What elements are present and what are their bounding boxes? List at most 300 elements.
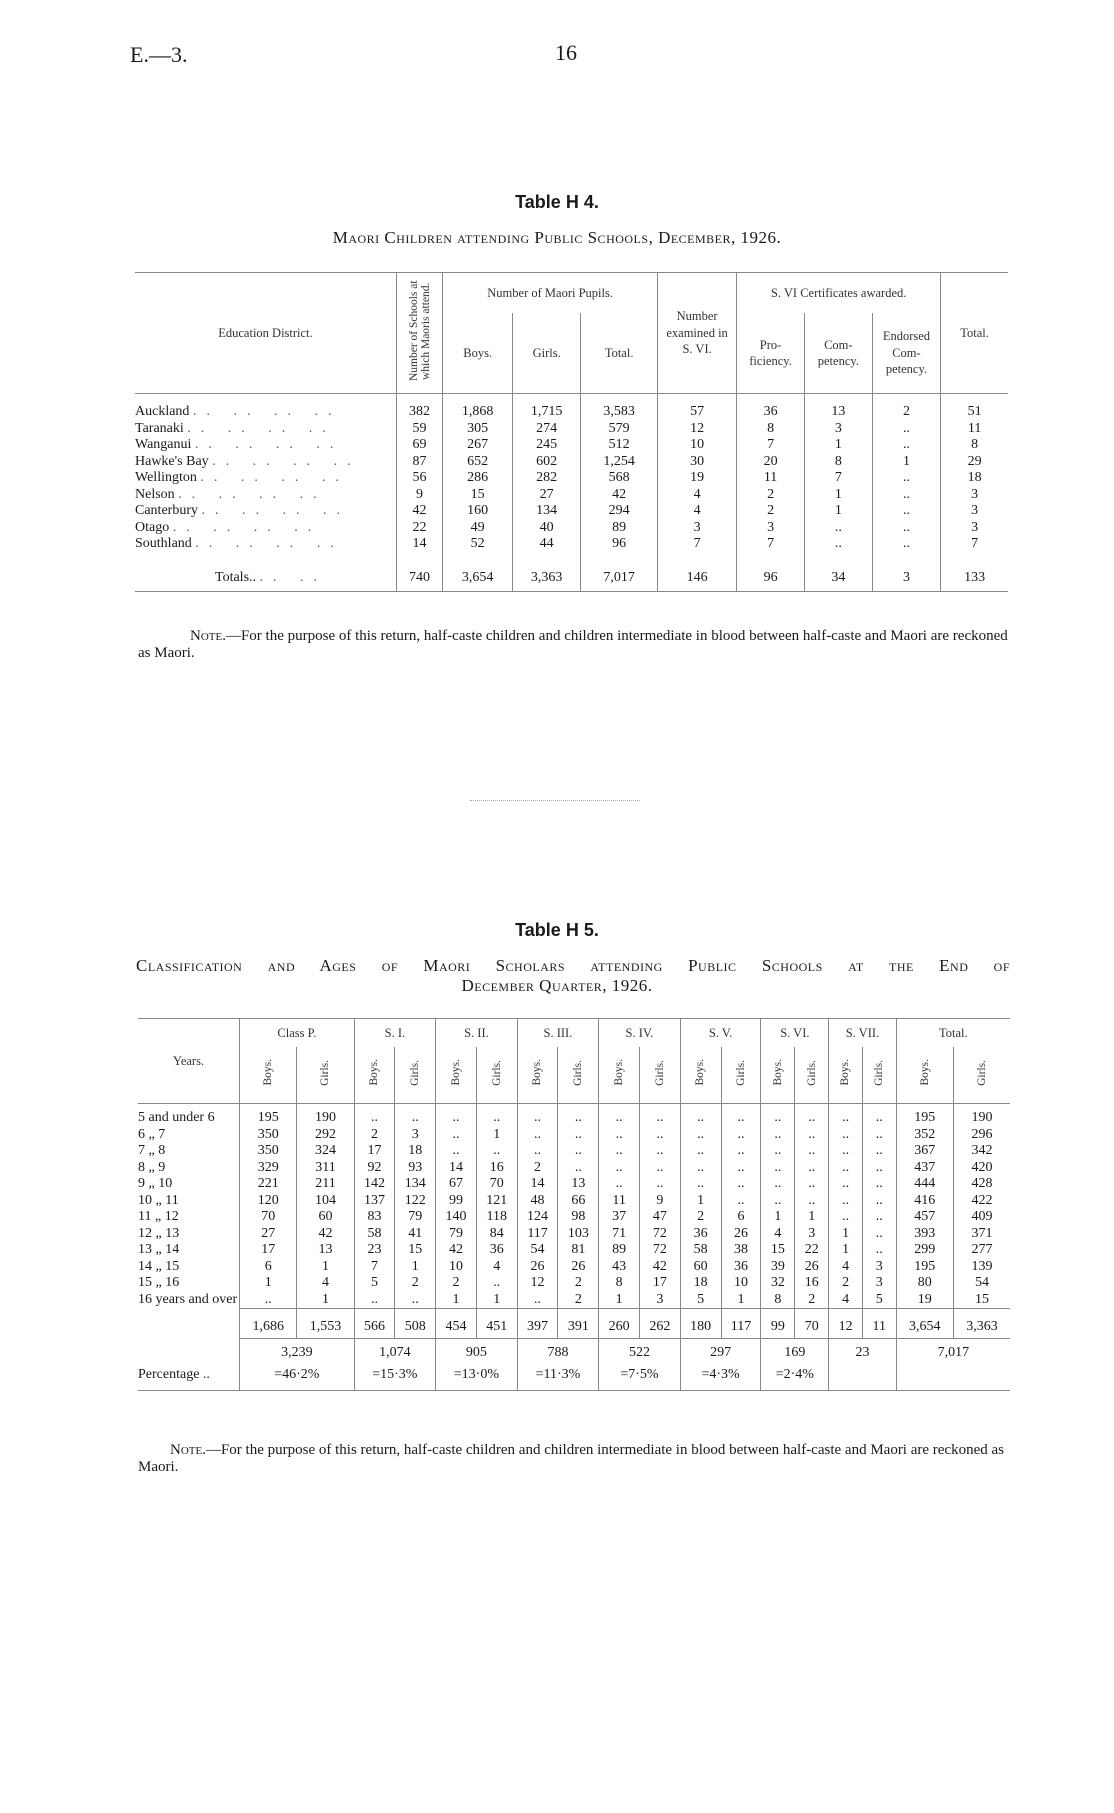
cell: .. bbox=[761, 1127, 795, 1144]
cell-boys: 267 bbox=[443, 437, 513, 454]
leader-dots: .. .. .. .. bbox=[201, 503, 350, 518]
cell: .. bbox=[517, 1292, 558, 1309]
cell: 1 bbox=[395, 1259, 436, 1276]
cell: 1 bbox=[240, 1275, 297, 1292]
age-range: 6 „ 7 bbox=[138, 1126, 166, 1142]
sex-total: 180 bbox=[680, 1317, 721, 1339]
cell: 10 bbox=[721, 1275, 761, 1292]
age-range: 8 „ 9 bbox=[138, 1159, 166, 1175]
cell: 195 bbox=[240, 1110, 297, 1127]
cell: 1 bbox=[795, 1209, 829, 1226]
cell: .. bbox=[599, 1110, 640, 1127]
cell-ctotal: 3 bbox=[941, 520, 1008, 537]
percentage: =13·0% bbox=[436, 1362, 518, 1391]
cell: 79 bbox=[436, 1226, 477, 1243]
cell: 277 bbox=[953, 1242, 1010, 1259]
percentage: =11·3% bbox=[517, 1362, 599, 1391]
totals-label: Totals.. .. .. bbox=[215, 570, 328, 586]
cell: 393 bbox=[896, 1226, 953, 1243]
cell: 12 bbox=[517, 1275, 558, 1292]
cell: 1 bbox=[829, 1242, 863, 1259]
cell-prof: 2 bbox=[737, 503, 805, 520]
table-row bbox=[138, 1259, 1010, 1276]
table-row bbox=[138, 1193, 1010, 1210]
cell: .. bbox=[680, 1110, 721, 1127]
cell: .. bbox=[795, 1143, 829, 1160]
cell: 2 bbox=[436, 1275, 477, 1292]
table-h5-subtitle-line1: Classification and Ages of Maori Scholars attending Public Schools at the End of bbox=[136, 956, 1010, 975]
cell: 5 bbox=[354, 1275, 395, 1292]
cell: 3 bbox=[639, 1292, 680, 1309]
cell: 3 bbox=[795, 1226, 829, 1243]
sex-total: 454 bbox=[436, 1317, 477, 1339]
leader-dots: .. .. .. .. bbox=[192, 404, 342, 419]
cell: .. bbox=[761, 1110, 795, 1127]
cell: 221 bbox=[240, 1176, 297, 1193]
cell: 299 bbox=[896, 1242, 953, 1259]
cell-prof: 2 bbox=[737, 487, 805, 504]
cell: 1 bbox=[761, 1209, 795, 1226]
cell: .. bbox=[829, 1110, 863, 1127]
cell: .. bbox=[795, 1127, 829, 1144]
cell: 13 bbox=[297, 1242, 354, 1259]
cell: 89 bbox=[599, 1242, 640, 1259]
cell: .. bbox=[558, 1143, 599, 1160]
cell-comp: .. bbox=[805, 520, 873, 537]
cell: .. bbox=[829, 1209, 863, 1226]
age-range: 5 and under 6 bbox=[138, 1110, 215, 1125]
cell: .. bbox=[862, 1193, 896, 1210]
cell: 54 bbox=[953, 1275, 1010, 1292]
col-girls: Girls. bbox=[862, 1047, 896, 1104]
col-girls: Girls. bbox=[639, 1047, 680, 1104]
sex-total: 70 bbox=[795, 1317, 829, 1339]
total-schools: 740 bbox=[396, 567, 442, 592]
col-class: Class P. bbox=[240, 1019, 354, 1048]
cell-comp: 1 bbox=[805, 503, 873, 520]
cell-schools: 42 bbox=[396, 503, 442, 520]
col-class: S. I. bbox=[354, 1019, 436, 1048]
cell: 22 bbox=[795, 1242, 829, 1259]
cell: 92 bbox=[354, 1160, 395, 1177]
cell: 17 bbox=[240, 1242, 297, 1259]
cell-prof: 11 bbox=[737, 470, 805, 487]
col-girls: Girls. bbox=[795, 1047, 829, 1104]
leader-dots: .. .. .. .. bbox=[178, 486, 327, 502]
cell: .. bbox=[476, 1110, 517, 1127]
cell: .. bbox=[639, 1127, 680, 1144]
cell: 2 bbox=[395, 1275, 436, 1292]
sex-total: 508 bbox=[395, 1317, 436, 1339]
cell: 42 bbox=[436, 1242, 477, 1259]
percentage: =4·3% bbox=[680, 1362, 761, 1391]
table-h4-subtitle: Maori Children attending Public Schools, December, 1926. bbox=[332, 228, 782, 247]
cell-girls: 134 bbox=[513, 503, 581, 520]
district-name: Hawke's Bay .. .. .. .. bbox=[135, 453, 361, 469]
class-total: 788 bbox=[517, 1339, 599, 1362]
class-total: 23 bbox=[829, 1339, 896, 1362]
col-boys: Boys. bbox=[829, 1047, 863, 1104]
district-name: Wanganui .. .. .. .. bbox=[135, 437, 344, 452]
cell: 2 bbox=[558, 1292, 599, 1309]
cell: 367 bbox=[896, 1143, 953, 1160]
cell-prof: 36 bbox=[737, 404, 805, 421]
cell: 19 bbox=[896, 1292, 953, 1309]
total-girls: 3,363 bbox=[513, 567, 581, 592]
totals-row bbox=[135, 567, 1008, 592]
cell: 37 bbox=[599, 1209, 640, 1226]
cell: 137 bbox=[354, 1193, 395, 1210]
cell: .. bbox=[721, 1193, 761, 1210]
cell: 324 bbox=[297, 1143, 354, 1160]
age-range: 11 „ 12 bbox=[138, 1209, 179, 1224]
col-boys: Boys. bbox=[896, 1047, 953, 1104]
total-comp: 34 bbox=[805, 567, 873, 592]
cell-prof: 3 bbox=[737, 520, 805, 537]
cell-boys: 286 bbox=[443, 470, 513, 487]
cell: 8 bbox=[599, 1275, 640, 1292]
cell: .. bbox=[761, 1143, 795, 1160]
col-boys: Boys. bbox=[354, 1047, 395, 1104]
cell: 15 bbox=[953, 1292, 1010, 1309]
cell: .. bbox=[829, 1176, 863, 1193]
sex-total: 12 bbox=[829, 1317, 863, 1339]
cell: 4 bbox=[297, 1275, 354, 1292]
cell: 2 bbox=[354, 1127, 395, 1144]
col-endorsed: Endorsed Com-petency. bbox=[872, 313, 941, 394]
district-name: Auckland .. .. .. .. bbox=[135, 404, 342, 419]
cell-total: 42 bbox=[581, 487, 658, 504]
cell: 38 bbox=[721, 1242, 761, 1259]
col-class: S. III. bbox=[517, 1019, 599, 1048]
cell-boys: 652 bbox=[443, 454, 513, 471]
col-examined: Number examined in S. VI. bbox=[658, 273, 737, 394]
cell: 18 bbox=[395, 1143, 436, 1160]
district-name: Otago .. .. .. .. bbox=[135, 519, 322, 535]
cell-prof: 8 bbox=[737, 421, 805, 438]
percentage: =7·5% bbox=[599, 1362, 681, 1391]
cell: 84 bbox=[476, 1226, 517, 1243]
cell: .. bbox=[599, 1127, 640, 1144]
leader-dots: .. .. .. .. bbox=[172, 519, 322, 535]
cell: .. bbox=[795, 1110, 829, 1127]
cell: 26 bbox=[558, 1259, 599, 1276]
cell: 54 bbox=[517, 1242, 558, 1259]
cell: 36 bbox=[680, 1226, 721, 1243]
cell: 195 bbox=[896, 1259, 953, 1276]
cell: .. bbox=[599, 1176, 640, 1193]
cell: 371 bbox=[953, 1226, 1010, 1243]
cell: 47 bbox=[639, 1209, 680, 1226]
cell: 104 bbox=[297, 1193, 354, 1210]
cell-boys: 52 bbox=[443, 536, 513, 553]
cell-boys: 1,868 bbox=[443, 404, 513, 421]
cell: 4 bbox=[476, 1259, 517, 1276]
cell: 124 bbox=[517, 1209, 558, 1226]
cell: 43 bbox=[599, 1259, 640, 1276]
col-education-district: Education District. bbox=[218, 325, 313, 340]
col-girls: Girls. bbox=[297, 1047, 354, 1104]
cell-girls: 282 bbox=[513, 470, 581, 487]
cell-girls: 602 bbox=[513, 454, 581, 471]
total-boys: 3,654 bbox=[443, 567, 513, 592]
cell: 142 bbox=[354, 1176, 395, 1193]
cell: 1 bbox=[297, 1292, 354, 1309]
table-row bbox=[135, 421, 1008, 438]
sex-total: 11 bbox=[862, 1317, 896, 1339]
cell-examined: 4 bbox=[658, 503, 737, 520]
table-row bbox=[138, 1110, 1010, 1127]
cell-examined: 7 bbox=[658, 536, 737, 553]
col-girls: Girls. bbox=[721, 1047, 761, 1104]
cell: .. bbox=[829, 1143, 863, 1160]
col-girls: Girls. bbox=[558, 1047, 599, 1104]
table-h4-note: Note.—For the purpose of this return, half-caste children and children intermediate in blood between half-caste and Maori are reckoned as Maori. bbox=[138, 628, 1008, 661]
cell: 350 bbox=[240, 1143, 297, 1160]
age-range: 15 „ 16 bbox=[138, 1275, 180, 1290]
cell-schools: 59 bbox=[396, 421, 442, 438]
cell: 26 bbox=[721, 1226, 761, 1243]
cell-examined: 57 bbox=[658, 404, 737, 421]
cell: .. bbox=[795, 1160, 829, 1177]
cell-endorsed: 2 bbox=[872, 404, 941, 421]
sex-total: 260 bbox=[599, 1317, 640, 1339]
cell: 67 bbox=[436, 1176, 477, 1193]
cell-endorsed: .. bbox=[872, 536, 941, 553]
sex-total: 99 bbox=[761, 1317, 795, 1339]
cell: .. bbox=[558, 1160, 599, 1177]
cell: .. bbox=[680, 1143, 721, 1160]
table-row bbox=[135, 520, 1008, 537]
age-range: 9 „ 10 bbox=[138, 1176, 173, 1191]
cell: 58 bbox=[680, 1242, 721, 1259]
sex-totals-row bbox=[138, 1317, 1010, 1339]
document-code: E.—3. bbox=[130, 42, 188, 67]
cell: 190 bbox=[297, 1110, 354, 1127]
col-competency: Com-petency. bbox=[805, 313, 873, 394]
cell: 93 bbox=[395, 1160, 436, 1177]
cell: 409 bbox=[953, 1209, 1010, 1226]
table-h5-subtitle-line2: December Quarter, 1926. bbox=[461, 976, 653, 995]
cell: 118 bbox=[476, 1209, 517, 1226]
cell: .. bbox=[639, 1143, 680, 1160]
table-row bbox=[135, 487, 1008, 504]
cell-endorsed: .. bbox=[872, 421, 941, 438]
cell: 1 bbox=[476, 1127, 517, 1144]
cell: 121 bbox=[476, 1193, 517, 1210]
cell: 2 bbox=[680, 1209, 721, 1226]
total-ctotal: 133 bbox=[941, 567, 1008, 592]
col-pupils: Number of Maori Pupils. bbox=[443, 273, 658, 314]
cell: 98 bbox=[558, 1209, 599, 1226]
cell-examined: 3 bbox=[658, 520, 737, 537]
col-proficiency: Pro-ficiency. bbox=[737, 313, 805, 394]
table-row bbox=[138, 1143, 1010, 1160]
cell: .. bbox=[829, 1193, 863, 1210]
cell: 15 bbox=[761, 1242, 795, 1259]
cell-endorsed: .. bbox=[872, 503, 941, 520]
cell: .. bbox=[795, 1176, 829, 1193]
cell: 80 bbox=[896, 1275, 953, 1292]
cell: 420 bbox=[953, 1160, 1010, 1177]
cell: .. bbox=[829, 1160, 863, 1177]
cell: 7 bbox=[354, 1259, 395, 1276]
class-totals-row bbox=[138, 1339, 1010, 1362]
cell: 5 bbox=[862, 1292, 896, 1309]
cell: .. bbox=[862, 1143, 896, 1160]
leader-dots: .. .. .. .. bbox=[187, 420, 336, 436]
cell: 39 bbox=[761, 1259, 795, 1276]
table-row bbox=[135, 404, 1008, 421]
table-h5-note: Note.—For the purpose of this return, half-caste children and children intermediate in blood between half-caste and Maori are reckoned as Maori. bbox=[138, 1442, 1005, 1475]
cell: .. bbox=[517, 1143, 558, 1160]
cell: .. bbox=[436, 1110, 477, 1127]
leader-dots: .. .. .. .. bbox=[212, 453, 361, 469]
page-number: 16 bbox=[555, 40, 577, 65]
cell: 81 bbox=[558, 1242, 599, 1259]
cell: 3 bbox=[862, 1275, 896, 1292]
cell: .. bbox=[721, 1176, 761, 1193]
cell: 70 bbox=[476, 1176, 517, 1193]
col-girls: Girls. bbox=[513, 313, 581, 394]
cell: 15 bbox=[395, 1242, 436, 1259]
cell-comp: 7 bbox=[805, 470, 873, 487]
cell-total: 3,583 bbox=[581, 404, 658, 421]
cell: 1 bbox=[476, 1292, 517, 1309]
cell-boys: 15 bbox=[443, 487, 513, 504]
cell: 190 bbox=[953, 1110, 1010, 1127]
table-h4-title: Table H 4. bbox=[515, 192, 599, 212]
cell-boys: 305 bbox=[443, 421, 513, 438]
cell: 36 bbox=[476, 1242, 517, 1259]
cell-ctotal: 18 bbox=[941, 470, 1008, 487]
cell: 3 bbox=[862, 1259, 896, 1276]
cell: 211 bbox=[297, 1176, 354, 1193]
cell-schools: 9 bbox=[396, 487, 442, 504]
age-range: 7 „ 8 bbox=[138, 1143, 166, 1158]
cell-total: 579 bbox=[581, 421, 658, 438]
cell: .. bbox=[680, 1127, 721, 1144]
cell: .. bbox=[795, 1193, 829, 1210]
cell: .. bbox=[721, 1143, 761, 1160]
cell-examined: 4 bbox=[658, 487, 737, 504]
sex-total: 117 bbox=[721, 1317, 761, 1339]
col-certificates: S. VI Certificates awarded. bbox=[737, 273, 941, 314]
cell: .. bbox=[721, 1127, 761, 1144]
cell-prof: 7 bbox=[737, 437, 805, 454]
cell-ctotal: 7 bbox=[941, 536, 1008, 553]
class-total: 522 bbox=[599, 1339, 681, 1362]
cell: 437 bbox=[896, 1160, 953, 1177]
district-name: Taranaki .. .. .. .. bbox=[135, 420, 336, 436]
cell: 342 bbox=[953, 1143, 1010, 1160]
cell: 2 bbox=[829, 1275, 863, 1292]
cell-examined: 30 bbox=[658, 454, 737, 471]
cell: 292 bbox=[297, 1127, 354, 1144]
cell: .. bbox=[436, 1127, 477, 1144]
col-class: S. II. bbox=[436, 1019, 518, 1048]
col-girls: Girls. bbox=[953, 1047, 1010, 1104]
table-row bbox=[138, 1242, 1010, 1259]
cell-schools: 382 bbox=[396, 404, 442, 421]
cell: 3 bbox=[395, 1127, 436, 1144]
cell: 10 bbox=[436, 1259, 477, 1276]
cell: .. bbox=[761, 1176, 795, 1193]
cell-endorsed: 1 bbox=[872, 454, 941, 471]
sex-total: 3,363 bbox=[953, 1317, 1010, 1339]
cell: .. bbox=[862, 1209, 896, 1226]
cell: .. bbox=[639, 1176, 680, 1193]
cell: 350 bbox=[240, 1127, 297, 1144]
class-total: 7,017 bbox=[896, 1339, 1010, 1362]
cell: .. bbox=[354, 1110, 395, 1127]
table-row bbox=[138, 1292, 1010, 1309]
cell-schools: 22 bbox=[396, 520, 442, 537]
cell: .. bbox=[240, 1292, 297, 1309]
cell-examined: 19 bbox=[658, 470, 737, 487]
age-range: 12 „ 13 bbox=[138, 1225, 180, 1241]
table-h5-title: Table H 5. bbox=[515, 920, 599, 940]
cell: .. bbox=[761, 1160, 795, 1177]
cell: .. bbox=[599, 1160, 640, 1177]
cell: .. bbox=[862, 1226, 896, 1243]
cell-ctotal: 8 bbox=[941, 437, 1008, 454]
sex-total: 3,654 bbox=[896, 1317, 953, 1339]
cell: .. bbox=[862, 1242, 896, 1259]
col-boys: Boys. bbox=[517, 1047, 558, 1104]
cell: 23 bbox=[354, 1242, 395, 1259]
cell: 4 bbox=[829, 1292, 863, 1309]
cell: .. bbox=[476, 1275, 517, 1292]
percentage-label: Percentage .. bbox=[138, 1367, 210, 1383]
cell: 83 bbox=[354, 1209, 395, 1226]
leader-dots: .. .. .. .. bbox=[195, 536, 344, 551]
cell: .. bbox=[558, 1127, 599, 1144]
table-row bbox=[135, 503, 1008, 520]
cell: .. bbox=[862, 1160, 896, 1177]
cell-girls: 245 bbox=[513, 437, 581, 454]
cell: 416 bbox=[896, 1193, 953, 1210]
cell: 2 bbox=[795, 1292, 829, 1309]
cell: 103 bbox=[558, 1226, 599, 1243]
table-row bbox=[135, 437, 1008, 454]
cell: .. bbox=[395, 1292, 436, 1309]
cell-boys: 49 bbox=[443, 520, 513, 537]
cell: 6 bbox=[721, 1209, 761, 1226]
cell: 195 bbox=[896, 1110, 953, 1127]
total-endorsed: 3 bbox=[872, 567, 941, 592]
cell: .. bbox=[761, 1193, 795, 1210]
cell: 444 bbox=[896, 1176, 953, 1193]
cell: 26 bbox=[517, 1259, 558, 1276]
cell-schools: 14 bbox=[396, 536, 442, 553]
cell-comp: 13 bbox=[805, 404, 873, 421]
col-years: Years. bbox=[173, 1053, 205, 1068]
cell: 1 bbox=[436, 1292, 477, 1309]
cell: .. bbox=[721, 1110, 761, 1127]
cell: 5 bbox=[680, 1292, 721, 1309]
cell: .. bbox=[721, 1160, 761, 1177]
cell: 36 bbox=[721, 1259, 761, 1276]
table-row bbox=[138, 1160, 1010, 1177]
col-boys: Boys. bbox=[443, 313, 513, 394]
cell-girls: 1,715 bbox=[513, 404, 581, 421]
cell: 4 bbox=[829, 1259, 863, 1276]
col-boys: Boys. bbox=[680, 1047, 721, 1104]
cell: .. bbox=[599, 1143, 640, 1160]
col-total: Total. bbox=[581, 313, 658, 394]
col-boys: Boys. bbox=[761, 1047, 795, 1104]
